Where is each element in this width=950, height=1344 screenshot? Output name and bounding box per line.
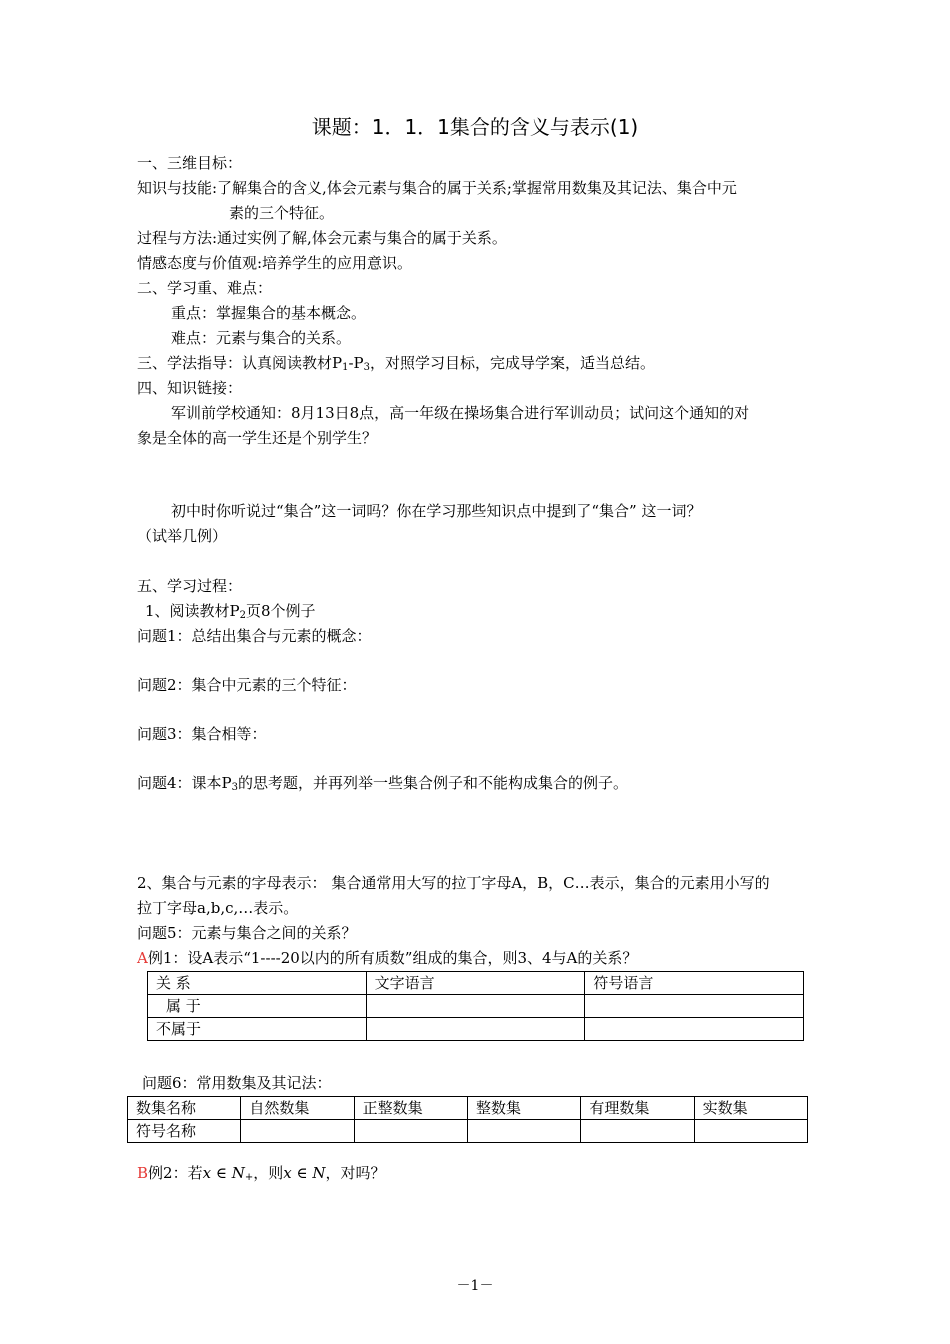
section-5-heading: 五、学习过程：	[137, 577, 243, 595]
knowledge-paragraph-2: 初中时你听说过“集合”这一词吗？你在学习那些知识点中提到了“集合” 这一词？	[171, 502, 702, 520]
example-1-text: 例1：设A表示“1----20以内的所有质数”组成的集合，则3、4与A的关系？	[147, 949, 638, 967]
section-3-method	[137, 353, 655, 378]
table-row	[148, 1018, 804, 1041]
objective-knowledge-cont: 素的三个特征。	[229, 204, 335, 222]
method-sub-2: 3	[363, 362, 371, 373]
section-2-heading: 二、学习重、难点：	[137, 279, 273, 297]
table-header-cell: 关 系	[148, 972, 367, 995]
math-var-x: x	[283, 1164, 292, 1182]
method-text-b: -P	[348, 354, 364, 372]
table-cell: 不属于	[148, 1018, 367, 1041]
table-cell: 符号名称	[128, 1120, 241, 1143]
question-6: 问题6：常用数集及其记法：	[142, 1074, 332, 1092]
objective-knowledge: 知识与技能:了解集合的含义,体会元素与集合的属于关系;掌握常用数集及其记法、集合中元	[137, 179, 737, 197]
table-cell	[366, 1018, 585, 1041]
reading-item-sub: 2	[239, 610, 247, 621]
table-header-cell: 自然数集	[241, 1097, 354, 1120]
table-header-cell: 有理数集	[581, 1097, 694, 1120]
table-cell	[581, 1120, 694, 1143]
table-row	[128, 1097, 808, 1120]
number-sets-table	[127, 1096, 808, 1143]
table-cell	[467, 1120, 580, 1143]
table-cell	[241, 1120, 354, 1143]
table-header-cell: 实数集	[694, 1097, 807, 1120]
knowledge-paragraph-2-cont: （试举几例）	[137, 527, 228, 545]
table-header-cell: 正整数集	[354, 1097, 467, 1120]
element-of-symbol: ∈	[211, 1164, 232, 1182]
section-1-heading: 一、三维目标：	[137, 154, 243, 172]
element-of-symbol: ∈	[291, 1164, 313, 1182]
reading-item-1	[145, 601, 316, 626]
knowledge-paragraph-1-cont: 象是全体的高一学生还是个别学生？	[137, 429, 378, 447]
key-point: 重点：掌握集合的基本概念。	[171, 304, 367, 322]
reading-item-text-a: 1、阅读教材P	[145, 602, 240, 620]
table-cell	[585, 995, 804, 1018]
method-text-a: 三、学法指导：认真阅读教材P	[137, 354, 343, 372]
question-5: 问题5：元素与集合之间的关系？	[137, 924, 357, 942]
table-cell	[694, 1120, 807, 1143]
example-2-text-c: ，对吗？	[325, 1164, 386, 1182]
table-header-cell: 符号语言	[585, 972, 804, 995]
table-header-cell: 文字语言	[366, 972, 585, 995]
letter-notation: 2、集合与元素的字母表示： 集合通常用大写的拉丁字母A，B，C…表示，集合的元素用小写的	[137, 874, 770, 892]
objective-attitude: 情感态度与价值观:培养学生的应用意识。	[137, 254, 413, 272]
example-2	[137, 1163, 385, 1188]
example-2-text-b: ，则	[253, 1164, 284, 1182]
letter-notation-cont: 拉丁字母a,b,c,…表示。	[137, 899, 299, 917]
question-2: 问题2：集合中元素的三个特征：	[137, 676, 357, 694]
question-4-sub: 3	[231, 782, 239, 793]
reading-item-text-b: 页8个例子	[246, 602, 316, 620]
table-header-cell: 数集名称	[128, 1097, 241, 1120]
question-4-text-b: 的思考题，并再列举一些集合例子和不能构成集合的例子。	[238, 774, 629, 792]
question-4	[137, 773, 628, 798]
example-2-level-tag: B	[137, 1164, 149, 1182]
page-number: －1－	[456, 1278, 494, 1294]
objective-process: 过程与方法:通过实例了解,体会元素与集合的属于关系。	[137, 229, 507, 247]
math-set-n: N	[312, 1164, 326, 1182]
example-2-text-a: 例2：若	[148, 1164, 203, 1182]
membership-table	[147, 971, 804, 1041]
example-1-level-tag: A	[137, 949, 148, 967]
math-var-x: x	[202, 1164, 212, 1182]
question-4-text-a: 问题4：课本P	[137, 774, 232, 792]
method-sub-1: 1	[342, 362, 349, 373]
math-set-n: N	[231, 1164, 245, 1182]
table-row	[148, 995, 804, 1018]
difficult-point: 难点：元素与集合的关系。	[171, 329, 352, 347]
table-cell	[585, 1018, 804, 1041]
table-header-cell: 整数集	[467, 1097, 580, 1120]
method-text-c: ，对照学习目标，完成导学案，适当总结。	[370, 354, 656, 372]
question-3: 问题3：集合相等：	[137, 725, 267, 743]
question-1: 问题1：总结出集合与元素的概念：	[137, 627, 372, 645]
section-4-heading: 四、知识链接：	[137, 379, 243, 397]
table-cell	[366, 995, 585, 1018]
table-row	[128, 1120, 808, 1143]
knowledge-paragraph-1: 军训前学校通知：8月13日8点，高一年级在操场集合进行军训动员；试问这个通知的对	[171, 404, 750, 422]
page-title: 课题：1．1．1集合的含义与表示(1)	[311, 115, 639, 139]
example-1	[137, 948, 637, 968]
table-cell: 属 于	[148, 995, 367, 1018]
table-row	[148, 972, 804, 995]
table-cell	[354, 1120, 467, 1143]
math-subscript-plus: +	[244, 1172, 254, 1183]
